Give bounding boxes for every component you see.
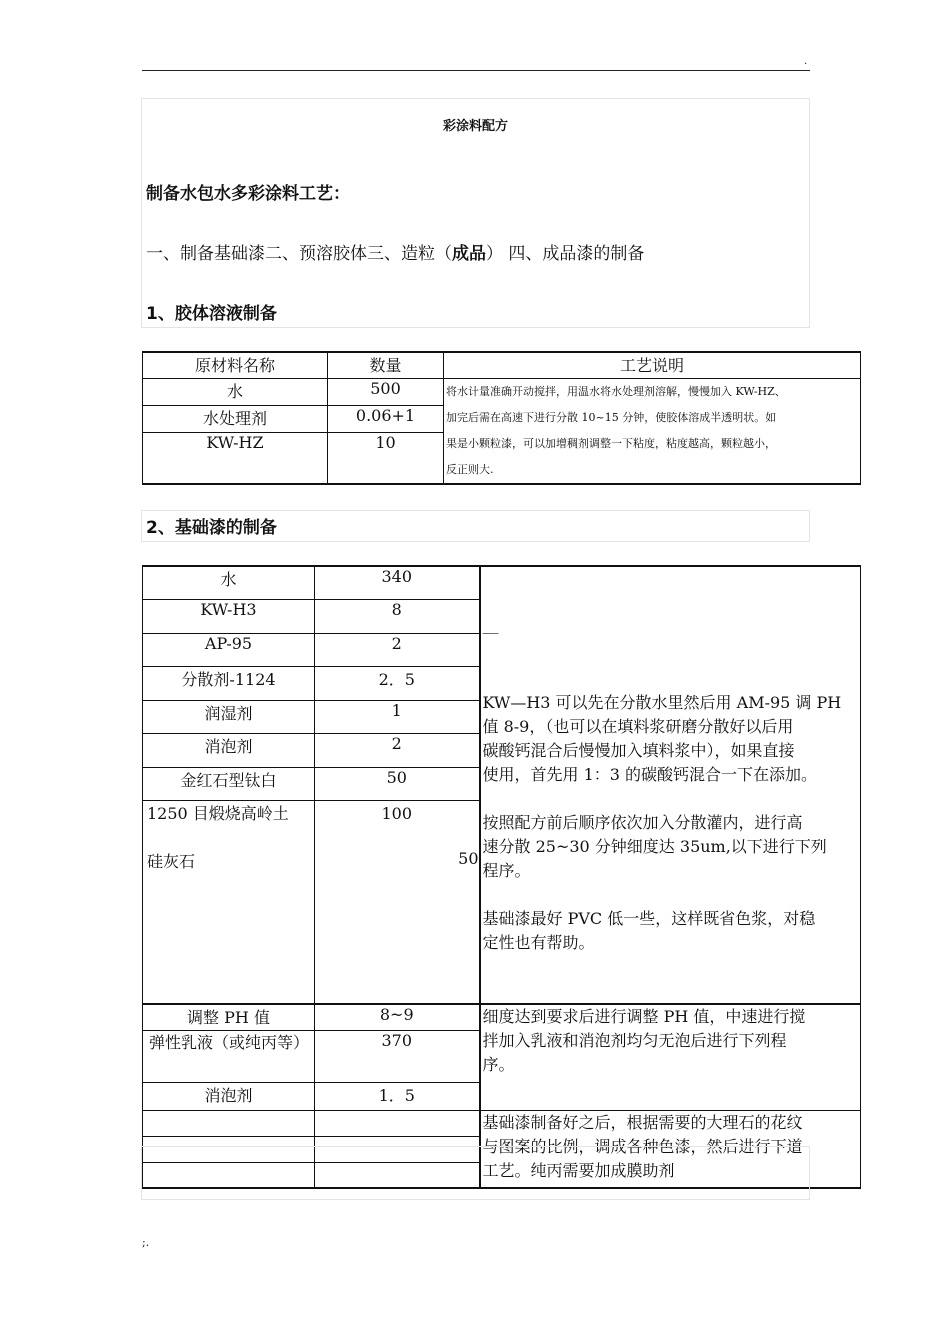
finishing-description: 基础漆制备好之后，根据需要的大理石的花纹 与图案的比例，调成各种色漆，然后进行下道 工艺。纯丙需要加成膜助剂 xyxy=(480,1110,861,1188)
process-steps xyxy=(146,239,644,264)
bottom-panel xyxy=(141,1146,810,1200)
section1-heading: 1、胶体溶液制备 xyxy=(146,304,277,324)
material-name: KW-HZ xyxy=(143,433,328,484)
material-name: 水处理剂 xyxy=(143,405,328,432)
header-rule xyxy=(142,70,810,71)
material-qty: 8 xyxy=(315,600,480,634)
doc-title: 彩涂料配方 xyxy=(442,119,508,134)
material-name: AP-95 xyxy=(143,633,315,667)
material-qty: 500 xyxy=(328,378,444,405)
material-qty: 1 xyxy=(315,700,480,734)
material-name: 分散剂-1124 xyxy=(143,667,315,701)
dispersion-description xyxy=(480,566,861,1004)
steps-part-a: 一、制备基础漆二、预溶胶体三、造粒（ xyxy=(146,244,452,264)
material-name: 弹性乳液（或纯丙等） xyxy=(143,1030,315,1082)
colloid-table xyxy=(142,351,861,485)
process-description: 将水计量准确开动搅拌，用温水将水处理剂溶解，慢慢加入 KW-HZ、 加完后需在高速下进行分散 10~15 分钟，使胶体溶成半透明状。如 果是小颗粒漆，可以加增稠剂调整一下粘度，粘度越高，颗粒越小， 反正则大. xyxy=(444,378,861,484)
empty-cell xyxy=(315,1110,480,1136)
material-qty: 2 xyxy=(315,734,480,768)
material-name: KW-H3 xyxy=(143,600,315,634)
material-qty: 50 xyxy=(315,767,480,801)
material-qty: 370 xyxy=(315,1030,480,1082)
material-name: 水 xyxy=(143,566,315,600)
material-name: 调整 PH 值 xyxy=(143,1004,315,1030)
material-name: 金红石型钛白 xyxy=(143,767,315,801)
wollastonite-qty: 50 xyxy=(458,849,479,868)
section2-panel xyxy=(141,510,810,542)
base-paint-table xyxy=(142,565,861,1189)
adjust-description: 细度达到要求后进行调整 PH 值，中速进行搅 拌加入乳液和消泡剂均匀无泡后进行下列程 序。 xyxy=(480,1004,861,1110)
wollastonite-name: 硅灰石 xyxy=(147,852,196,871)
material-qty: 1．5 xyxy=(315,1082,480,1110)
material-qty: 0.06+1 xyxy=(328,405,444,432)
main-heading: 制备水包水多彩涂料工艺： xyxy=(146,184,350,204)
material-qty: 10 xyxy=(328,433,444,484)
col-header-material: 原材料名称 xyxy=(143,352,328,378)
dispersion-text: KW—H3 可以先在分散水里然后用 AM-95 调 PH 值 8-9，（也可以在填料浆研磨分散好以后用 碳酸钙混合后慢慢加入填料浆中），如果直接 使用，首先用 1：3 的碳酸钙混合一下在添加。 按照配方前后顺序依次加入分散灌内，进行高 速分散 25~30 分钟细度达 35um,以下进行下列 程序。 基础漆最好 PVC 低一些，这样既省色浆，对稳 定性也有帮助。 xyxy=(482,693,842,952)
material-name: 消泡剂 xyxy=(143,734,315,768)
filler-qtys xyxy=(315,801,480,1005)
steps-part-b: ） 四、成品漆的制备 xyxy=(486,244,645,264)
material-name: 消泡剂 xyxy=(143,1082,315,1110)
desc-mark: __ xyxy=(482,615,499,634)
section2-heading: 2、基础漆的制备 xyxy=(146,518,277,538)
material-qty: 8~9 xyxy=(315,1004,480,1030)
material-name: 水 xyxy=(143,378,328,405)
filler-names xyxy=(143,801,315,1005)
material-name: 润湿剂 xyxy=(143,700,315,734)
footer-mark: ;. xyxy=(142,1236,150,1249)
kaolin-name: 1250 目煅烧高岭土 xyxy=(147,804,289,823)
material-qty: 2．5 xyxy=(315,667,480,701)
material-qty: 2 xyxy=(315,633,480,667)
intro-panel xyxy=(141,98,810,328)
material-qty: 340 xyxy=(315,566,480,600)
steps-bold-part: 成品 xyxy=(452,244,486,264)
col-header-process: 工艺说明 xyxy=(444,352,861,378)
empty-cell xyxy=(143,1110,315,1136)
col-header-quantity: 数量 xyxy=(328,352,444,378)
header-mark: . xyxy=(804,56,808,67)
kaolin-qty: 100 xyxy=(381,804,413,823)
